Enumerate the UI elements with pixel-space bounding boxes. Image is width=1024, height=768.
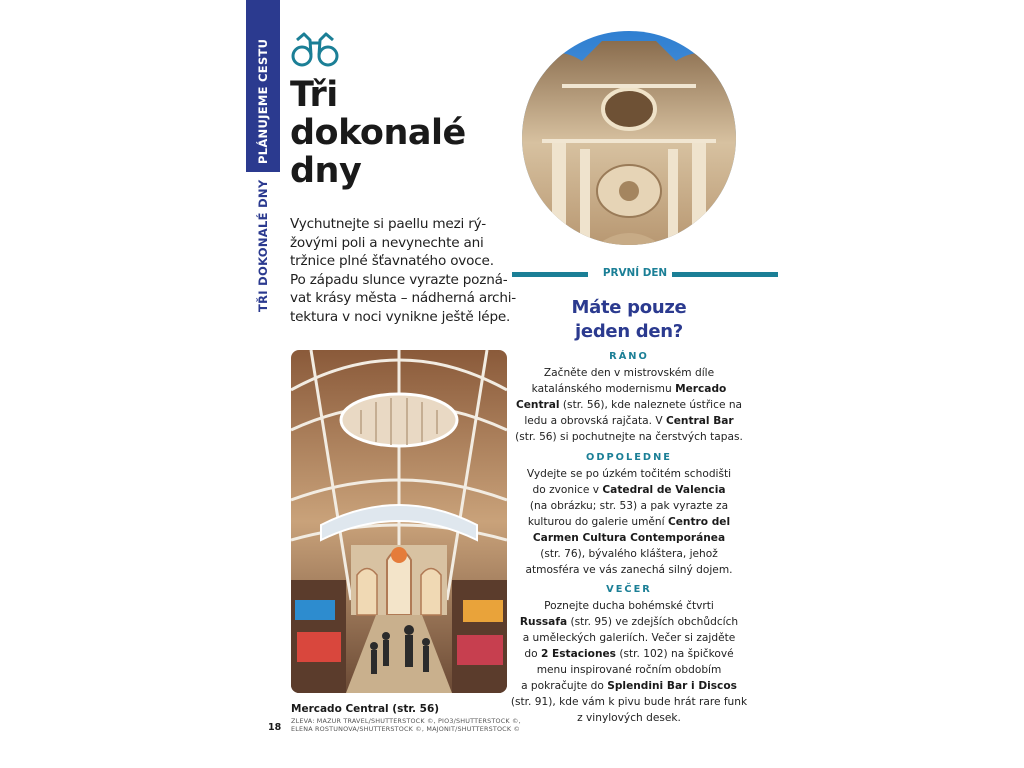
intro-line: vat krásy města – nádherná archi- [290,290,517,307]
intro-paragraph [290,215,517,327]
market-hall-photo [291,350,507,693]
page-number: 18 [268,722,282,733]
text-line: Vydejte se po úzkém točitém schodišti [526,468,732,480]
text-line: menu inspirované ročním obdobím [536,664,722,676]
morning-body [510,365,748,445]
day-label: PRVNÍ DEN [602,267,668,279]
subheading [529,296,729,344]
text-line: do zvonice v Catedral de Valencia [532,484,726,496]
evening-body [510,598,748,726]
bold-place-name: Carmen Cultura Contemporánea [532,532,726,544]
cathedral-photo [522,31,736,245]
intro-line: Po západu slunce vyrazte pozná- [290,271,508,288]
divider-line-left [512,272,588,277]
bold-place-name: Splendini Bar i Discos [607,680,737,692]
text-line: z vinylových desek. [577,712,681,724]
text-line [510,530,748,546]
text-line: Central (str. 56), kde naleznete ústřice na [515,399,743,411]
morning-section [510,349,748,445]
text-line: kulturou do galerie umění Centro del [527,516,731,528]
text-line: (str. 91), kde vám k pivu bude hrát rare funk [510,696,748,708]
text-line: katalánského modernismu Mercado [531,383,727,395]
title-line: dny [290,151,362,191]
divider-line-right [672,272,778,277]
credit-line: ZLEVA: MAZUR TRAVEL/SHUTTERSTOCK ©, PIO3/SHUTTERSTOCK ©, [291,717,521,725]
intro-line: Vychutnejte si paellu mezi rý- [290,216,486,232]
subheading-line: jeden den? [575,321,683,342]
morning-heading: RÁNO [609,351,649,362]
text-line: Russafa (str. 95) ve zdejších obchůdcích [519,616,739,628]
bold-place-name: 2 Estaciones [540,648,616,660]
text-line: (na obrázku; str. 53) a pak vyrazte za [529,500,729,512]
afternoon-heading: ODPOLEDNE [586,452,672,463]
evening-heading: VEČER [606,584,652,595]
side-tab [246,0,280,318]
binoculars-icon [290,31,340,69]
bold-place-name: Centro del [667,516,731,528]
text-line: Poznejte ducha bohémské čtvrti [544,600,714,612]
afternoon-body [510,466,748,578]
text-line: (str. 76), bývalého kláštera, jehož [540,548,718,560]
credit-line: ELENA ROSTUNOVA/SHUTTERSTOCK ©, MAJONIT/SHUTTERSTOCK © [291,725,521,733]
title-line: dokonalé [290,113,466,153]
subheading-line: Máte pouze [571,297,687,318]
afternoon-section [510,450,748,578]
text-line: a pokračujte do Splendini Bar i Discos [521,680,737,692]
text-line: Začněte den v mistrovském díle [543,367,715,379]
title-line: Tři [290,75,338,115]
page-title [290,76,466,190]
bold-place-name: Russafa [519,616,568,628]
bold-place-name: Catedral de Valencia [602,484,726,496]
intro-line: tektura v noci vynikne ještě lépe. [290,308,511,325]
intro-line: tržnice plné šťavnatého ovoce. [290,253,494,270]
section-label: PLÁNUJEME CESTU [256,38,270,164]
text-line: ledu a obrovská rajčata. V Central Bar [524,415,734,427]
text-line: (str. 56) si pochutnejte na čerstvých tapas. [515,431,743,443]
bold-place-name: Mercado [675,383,727,395]
text-line: a uměleckých galeriích. Večer si zajděte [522,632,736,644]
evening-section [510,582,748,726]
text-line: atmosféra ve vás zanechá silný dojem. [525,564,733,576]
bold-place-name: Central Bar [665,415,734,427]
day-header-bar [512,267,778,281]
photo-caption: Mercado Central (str. 56) [291,703,440,715]
intro-line: žovými poli a nevynechte ani [290,234,484,251]
photo-credits [291,717,521,733]
text-line: do 2 Estaciones (str. 102) na špičkové [524,648,734,660]
bold-place-name: Central [515,399,560,411]
chapter-label: TŘI DOKONALÉ DNY [256,179,270,312]
